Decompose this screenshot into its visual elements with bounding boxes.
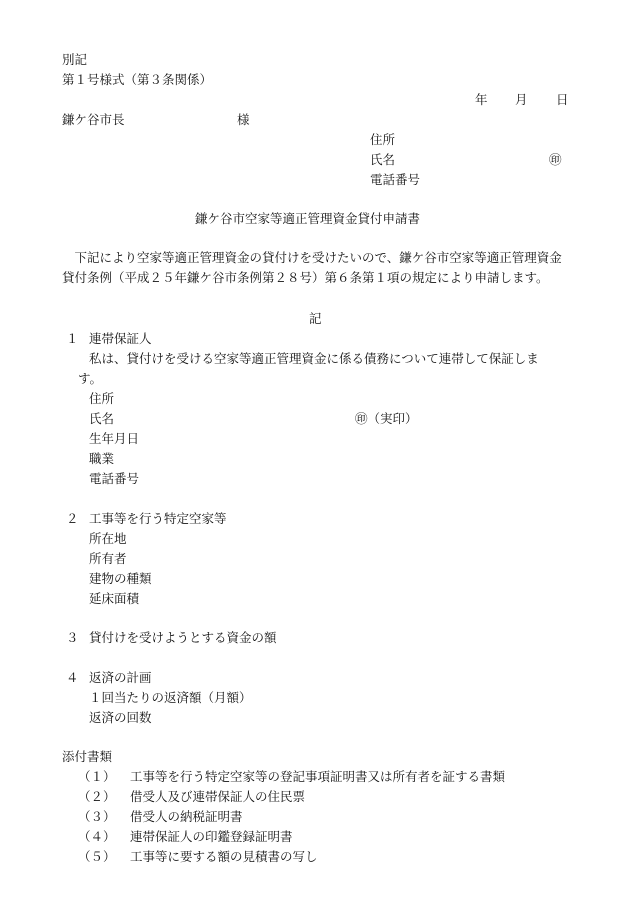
date-year: 年 <box>475 92 488 107</box>
guarantor-seal-note: ㊞（実印） <box>355 411 418 426</box>
intro-paragraph: 下記により空家等適正管理資金の貸付けを受けたいので、鎌ケ谷市空家等適正管理資金貸付条例（平成２５年鎌ケ谷市条例第２８号）第６条第１項の規定により申請します。 <box>62 250 562 285</box>
sec3-heading: 貸付けを受けようとする資金の額 <box>89 630 277 645</box>
per-payment-label: １回当たりの返済額（月額） <box>89 690 252 705</box>
guarantor-occupation-label: 職業 <box>89 451 115 466</box>
floor-area-label: 延床面積 <box>89 591 140 606</box>
attachment-item: 借受人の納税証明書 <box>130 809 243 824</box>
guarantor-phone-label: 電話番号 <box>89 471 140 486</box>
attachment-item: 工事等を行う特定空家等の登記事項証明書又は所有者を証する書類 <box>130 769 506 784</box>
sec4-number: ４ <box>66 670 79 685</box>
attachment-item: 工事等に要する額の見積書の写し <box>130 849 318 864</box>
attachment-number: （３） <box>78 809 116 824</box>
property-owner-label: 所有者 <box>89 551 127 566</box>
honorific: 様 <box>237 112 250 127</box>
attachments-heading: 添付書類 <box>62 749 113 764</box>
document-title: 鎌ケ谷市空家等適正管理資金貸付申請書 <box>195 211 421 226</box>
sec1-statement-b: す。 <box>78 371 103 386</box>
applicant-phone-label: 電話番号 <box>370 172 421 187</box>
building-type-label: 建物の種類 <box>89 571 152 586</box>
date-month: 月 <box>515 92 528 107</box>
sec3-number: ３ <box>66 630 79 645</box>
applicant-address-label: 住所 <box>370 132 396 147</box>
appendix-label: 別記 <box>62 52 88 67</box>
date-day: 日 <box>556 92 569 107</box>
sec1-statement-a: 私は、貸付けを受ける空家等適正管理資金に係る債務について連帯して保証しま <box>89 351 539 366</box>
sec4-heading: 返済の計画 <box>89 670 152 685</box>
guarantor-address-label: 住所 <box>89 391 115 406</box>
payment-count-label: 返済の回数 <box>89 710 152 725</box>
form-number: 第１号様式（第３条関係） <box>62 72 213 87</box>
attachment-number: （４） <box>78 829 116 844</box>
ki-label: 記 <box>309 311 322 326</box>
applicant-name-label: 氏名 <box>370 152 396 167</box>
sec2-heading: 工事等を行う特定空家等 <box>89 511 227 526</box>
guarantor-name-label: 氏名 <box>89 411 115 426</box>
sec2-number: ２ <box>66 511 79 526</box>
attachment-number: （１） <box>78 769 116 784</box>
seal-mark: ㊞ <box>549 152 562 167</box>
sec1-number: １ <box>66 331 79 346</box>
attachment-number: （５） <box>78 849 116 864</box>
attachment-item: 借受人及び連帯保証人の住民票 <box>130 789 306 804</box>
guarantor-birthdate-label: 生年月日 <box>89 431 140 446</box>
attachment-number: （２） <box>78 789 116 804</box>
addressee: 鎌ケ谷市長 <box>62 112 125 127</box>
sec1-heading: 連帯保証人 <box>89 331 152 346</box>
property-location-label: 所在地 <box>89 531 127 546</box>
attachment-item: 連帯保証人の印鑑登録証明書 <box>130 829 293 844</box>
